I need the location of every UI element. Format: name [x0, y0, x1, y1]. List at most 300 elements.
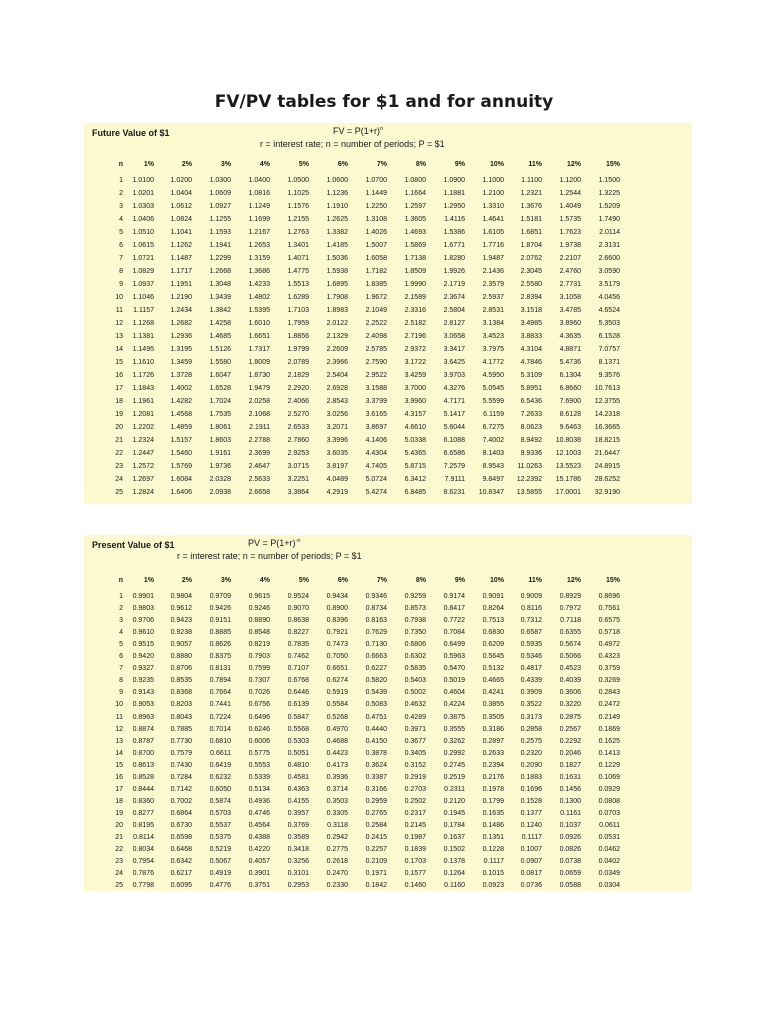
table-cell: 0.6302 — [404, 653, 426, 661]
table-cell: 1.6528 — [209, 385, 231, 392]
table-cell: 3.1588 — [365, 385, 387, 392]
table-cell: 0.0736 — [520, 882, 542, 890]
table-cell: 1.3459 — [170, 359, 192, 366]
table-cell: 1.5735 — [559, 216, 581, 223]
column-header: 1% — [143, 161, 154, 168]
table-cell: 1.6406 — [170, 489, 192, 496]
column-header: 9% — [454, 161, 465, 168]
table-cell: 0.8043 — [170, 713, 192, 721]
table-cell: 3.4523 — [482, 333, 504, 340]
column-header: 4% — [259, 577, 270, 584]
row-period: 12 — [115, 320, 123, 327]
table-cell: 0.4039 — [559, 677, 581, 685]
table-cell: 0.3875 — [443, 713, 465, 721]
table-cell: 0.2858 — [520, 725, 542, 733]
table-cell: 0.2394 — [482, 761, 504, 769]
column-header: 2% — [181, 577, 192, 584]
table-cell: 0.7798 — [132, 882, 154, 890]
table-note: r = interest rate; n = number of periods; P = $1 — [177, 551, 362, 561]
row-period: 1 — [119, 177, 123, 184]
table-cell: 0.5375 — [209, 834, 231, 841]
table-cell: 5.3109 — [520, 372, 542, 379]
table-cell: 8.6128 — [559, 411, 581, 418]
table-cell: 0.6575 — [598, 617, 620, 625]
table-cell: 0.3751 — [248, 882, 270, 890]
table-cell: 0.6227 — [365, 665, 387, 673]
table-cell: 3.6035 — [326, 450, 348, 457]
column-header: 6% — [337, 577, 348, 584]
row-period: 20 — [115, 821, 123, 829]
table-cell: 0.3589 — [287, 834, 309, 841]
table-cell: 1.3382 — [326, 229, 348, 236]
table-cell: 1.5036 — [326, 255, 348, 262]
table-cell: 1.0829 — [132, 268, 154, 275]
table-cell: 0.2775 — [326, 846, 348, 854]
table-cell: 0.2584 — [365, 821, 387, 829]
table-cell: 0.8787 — [132, 737, 154, 745]
row-period: 13 — [115, 737, 123, 745]
table-cell: 1.1100 — [521, 177, 542, 184]
table-cell: 2.4760 — [559, 268, 581, 275]
table-cell: 5.0338 — [404, 437, 426, 444]
table-cell: 0.1015 — [482, 870, 504, 878]
table-cell: 10.8038 — [555, 437, 581, 444]
table-cell: 6.1304 — [559, 372, 581, 379]
row-period: 15 — [115, 359, 123, 366]
table-cell: 2.1049 — [365, 307, 387, 314]
table-cell: 0.8114 — [133, 834, 154, 841]
table-cell: 0.5346 — [520, 653, 542, 661]
table-cell: 1.3842 — [209, 307, 231, 314]
table-cell: 0.6355 — [559, 629, 581, 637]
table-cell: 0.3522 — [520, 701, 542, 709]
table-cell: 28.6252 — [594, 476, 620, 483]
table-cell: 0.1577 — [404, 870, 426, 878]
table-cell: 0.9346 — [365, 593, 387, 600]
table-cell: 0.9901 — [132, 593, 154, 600]
table-cell: 0.4323 — [598, 653, 620, 661]
table-cell: 2.4098 — [365, 333, 387, 340]
table-cell: 0.5439 — [365, 689, 387, 697]
table-cell: 0.1007 — [520, 846, 542, 854]
table-cell: 0.4751 — [365, 713, 387, 721]
table-cell: 0.3677 — [404, 737, 426, 745]
table-cell: 1.7317 — [248, 346, 270, 353]
table-cell: 0.3855 — [482, 701, 504, 709]
column-header: 15% — [605, 577, 620, 584]
table-cell: 0.5568 — [287, 725, 309, 733]
table-cell: 0.6468 — [170, 846, 192, 854]
table-header — [84, 535, 692, 568]
table-cell: 1.0900 — [443, 177, 465, 184]
table-cell: 1.6058 — [365, 255, 387, 262]
table-cell: 2.5785 — [365, 346, 387, 353]
table-cell: 1.2081 — [132, 411, 154, 418]
table-cell: 1.8009 — [248, 359, 270, 366]
row-period: 1 — [119, 593, 123, 600]
table-cell: 1.0600 — [326, 177, 348, 184]
row-period: 19 — [115, 411, 123, 418]
table-cell: 9.9336 — [520, 450, 542, 457]
table-cell: 0.3418 — [287, 846, 309, 854]
table-cell: 7.4002 — [482, 437, 504, 444]
table-cell: 7.0757 — [598, 346, 620, 353]
row-period: 24 — [115, 870, 123, 878]
table-cell: 0.3256 — [287, 858, 309, 866]
table-cell: 0.6587 — [520, 629, 542, 637]
table-cell: 0.4523 — [559, 665, 581, 673]
present-value-table — [84, 535, 692, 891]
row-period: 6 — [119, 653, 123, 661]
table-cell: 24.8915 — [594, 463, 620, 470]
table-cell: 0.5963 — [443, 653, 465, 661]
table-cell: 0.4632 — [404, 701, 426, 709]
table-cell: 6.7275 — [482, 424, 504, 431]
table-cell: 8.9543 — [482, 463, 504, 470]
table-cell: 0.4173 — [326, 761, 348, 769]
table-cell: 2.5633 — [248, 476, 270, 483]
table-cell: 0.3714 — [326, 785, 348, 793]
table-cell: 2.8543 — [326, 398, 348, 405]
table-cell: 5.1417 — [443, 411, 465, 418]
table-cell: 0.5067 — [209, 858, 231, 866]
row-period: 10 — [115, 294, 123, 301]
table-cell: 0.1069 — [598, 773, 620, 781]
row-period: 16 — [115, 372, 123, 379]
table-cell: 6.8485 — [404, 489, 426, 496]
table-cell: 0.0611 — [599, 821, 620, 829]
table-cell: 5.8715 — [404, 463, 426, 470]
table-cell: 0.2959 — [365, 797, 387, 805]
table-cell: 3.7975 — [482, 346, 504, 353]
table-cell: 10.8347 — [478, 489, 504, 496]
table-cell: 1.1262 — [170, 242, 192, 249]
table-cell: 1.4185 — [326, 242, 348, 249]
table-cell: 1.0303 — [132, 203, 154, 210]
row-period: 16 — [115, 773, 123, 781]
table-cell: 1.3728 — [170, 372, 192, 379]
table-cell: 0.2953 — [287, 882, 309, 890]
table-cell: 0.8368 — [170, 689, 192, 697]
table-cell: 9.8497 — [482, 476, 504, 483]
table-cell: 0.5874 — [209, 797, 231, 805]
table-cell: 0.1378 — [443, 858, 465, 866]
table-cell: 5.4365 — [404, 450, 426, 457]
table-cell: 0.8528 — [132, 773, 154, 781]
table-cell: 1.2572 — [132, 463, 154, 470]
table-cell: 1.1157 — [133, 307, 154, 314]
row-period: 4 — [119, 216, 123, 223]
row-period: 5 — [119, 229, 123, 236]
table-cell: 0.6496 — [248, 713, 270, 721]
table-cell: 0.6611 — [210, 749, 231, 757]
table-cell: 0.1300 — [559, 797, 581, 805]
table-cell: 3.7000 — [404, 385, 426, 392]
table-cell: 1.3686 — [248, 268, 270, 275]
table-cell: 12.2392 — [516, 476, 542, 483]
table-cell: 4.8871 — [559, 346, 581, 353]
table-cell: 1.5869 — [404, 242, 426, 249]
table-cell: 0.0531 — [598, 834, 620, 841]
column-header: 6% — [337, 161, 348, 168]
table-cell: 1.1000 — [482, 177, 504, 184]
table-cell: 1.3439 — [209, 294, 231, 301]
table-cell: 0.4817 — [520, 665, 542, 673]
table-cell: 0.1945 — [443, 809, 465, 817]
table-cell: 9.6463 — [559, 424, 581, 431]
table-cell: 1.7138 — [404, 255, 426, 262]
table-cell: 0.1784 — [443, 821, 465, 829]
table-cell: 1.2763 — [287, 229, 309, 236]
table-cell: 17.0001 — [555, 489, 581, 496]
table-cell: 0.7430 — [170, 761, 192, 769]
table-cell: 3.3799 — [365, 398, 387, 405]
table-cell: 0.9420 — [132, 653, 154, 661]
table-cell: 1.2625 — [326, 216, 348, 223]
column-header: 11% — [528, 161, 542, 168]
table-cell: 3.0590 — [598, 268, 620, 275]
table-cell: 1.4802 — [248, 294, 270, 301]
table-cell: 0.0703 — [598, 809, 620, 817]
table-cell: 0.2897 — [482, 737, 504, 745]
row-period: 10 — [115, 701, 123, 709]
table-cell: 1.6105 — [482, 229, 504, 236]
table-cell: 2.5404 — [326, 372, 348, 379]
table-cell: 2.7731 — [559, 281, 581, 288]
table-cell: 0.9423 — [170, 617, 192, 625]
table-cell: 1.9738 — [559, 242, 581, 249]
table-cell: 2.2522 — [365, 320, 387, 327]
table-cell: 8.0623 — [520, 424, 542, 431]
table-cell: 0.1456 — [559, 785, 581, 793]
table-cell: 1.3048 — [209, 281, 231, 288]
table-cell: 4.7405 — [365, 463, 387, 470]
table-cell: 7.2579 — [443, 463, 465, 470]
table-cell: 0.8264 — [482, 605, 504, 613]
table-cell: 3.8833 — [520, 333, 542, 340]
column-header: 12% — [566, 577, 581, 584]
table-cell: 1.4049 — [559, 203, 581, 210]
table-cell: 0.4604 — [443, 689, 465, 697]
table-cell: 0.1240 — [520, 821, 542, 829]
table-cell: 3.4785 — [559, 307, 581, 314]
row-period: 3 — [119, 617, 123, 625]
table-cell: 0.6095 — [170, 882, 192, 890]
table-cell: 0.4423 — [326, 749, 348, 757]
table-cell: 0.5645 — [482, 653, 504, 661]
table-cell: 0.1635 — [482, 809, 504, 817]
table-cell: 1.4282 — [170, 398, 192, 405]
table-cell: 2.1068 — [248, 411, 270, 418]
table-cell: 1.5126 — [209, 346, 231, 353]
table-cell: 1.6010 — [248, 320, 270, 327]
table-cell: 0.1117 — [521, 834, 542, 841]
table-cell: 4.2919 — [326, 489, 348, 496]
table-cell: 2.4647 — [248, 463, 270, 470]
table-cell: 1.1200 — [559, 177, 581, 184]
table-cell: 0.7118 — [560, 617, 581, 625]
table-cell: 4.1406 — [365, 437, 387, 444]
table-cell: 0.8219 — [248, 641, 270, 649]
table-cell: 1.2936 — [170, 333, 192, 340]
table-cell: 1.2544 — [559, 190, 581, 197]
row-period: 9 — [119, 281, 123, 288]
table-cell: 0.1637 — [443, 834, 465, 841]
table-cell: 0.4776 — [209, 882, 231, 890]
table-cell: 0.6050 — [209, 785, 231, 793]
table-cell: 2.9253 — [287, 450, 309, 457]
table-cell: 1.1576 — [287, 203, 309, 210]
table-cell: 1.2324 — [132, 437, 154, 444]
table-cell: 1.1381 — [132, 333, 154, 340]
table-cell: 0.8700 — [132, 749, 154, 757]
table-cell: 1.2434 — [170, 307, 192, 314]
table-cell: 2.8394 — [520, 294, 542, 301]
table-cell: 0.6499 — [443, 641, 465, 649]
table-cell: 0.6139 — [287, 701, 309, 709]
table-cell: 1.2190 — [170, 294, 192, 301]
table-cell: 1.2597 — [404, 203, 426, 210]
table-cell: 0.1842 — [365, 882, 387, 890]
table-cell: 1.9990 — [404, 281, 426, 288]
table-cell: 0.7462 — [287, 653, 309, 661]
table-cell: 2.8127 — [443, 320, 465, 327]
table-cell: 0.3901 — [248, 870, 270, 878]
table-cell: 1.9926 — [443, 268, 465, 275]
table-header — [84, 123, 692, 156]
table-cell: 2.6658 — [248, 489, 270, 496]
column-header: 15% — [605, 161, 620, 168]
table-cell: 0.7938 — [404, 617, 426, 625]
column-header: 2% — [181, 161, 192, 168]
table-cell: 9.3576 — [598, 372, 620, 379]
table-cell: 0.9612 — [170, 605, 192, 613]
row-period: 5 — [119, 641, 123, 649]
table-cell: 0.3305 — [326, 809, 348, 817]
table-cell: 1.5157 — [170, 437, 192, 444]
table-cell: 0.3555 — [443, 725, 465, 733]
table-cell: 0.6419 — [209, 761, 231, 769]
table-cell: 1.2950 — [443, 203, 465, 210]
table-cell: 1.7535 — [209, 411, 231, 418]
table-cell: 2.4066 — [287, 398, 309, 405]
table-cell: 0.9246 — [248, 605, 270, 613]
table-cell: 0.1883 — [520, 773, 542, 781]
table-cell: 1.9487 — [482, 255, 504, 262]
table-cell: 8.1403 — [482, 450, 504, 457]
table-cell: 0.7014 — [209, 725, 231, 733]
table-cell: 3.4985 — [520, 320, 542, 327]
table-cell: 0.2633 — [482, 749, 504, 757]
row-period: 4 — [119, 629, 123, 637]
row-period: 8 — [119, 268, 123, 275]
table-cell: 0.1703 — [404, 858, 426, 866]
table-cell: 0.7835 — [287, 641, 309, 649]
table-cell: 2.1436 — [482, 268, 504, 275]
table-cell: 2.2609 — [326, 346, 348, 353]
table-cell: 3.9960 — [404, 398, 426, 405]
table-cell: 0.9709 — [209, 593, 231, 600]
row-period: 13 — [115, 333, 123, 340]
row-period: 6 — [119, 242, 123, 249]
table-cell: 1.1941 — [209, 242, 231, 249]
table-cell: 0.5066 — [559, 653, 581, 661]
table-cell: 0.9143 — [132, 689, 154, 697]
table-cell: 1.8385 — [365, 281, 387, 288]
table-cell: 1.4568 — [170, 411, 192, 418]
table-cell: 0.4564 — [248, 821, 270, 829]
table-cell: 0.7903 — [248, 653, 270, 661]
table-cell: 0.1799 — [482, 797, 504, 805]
table-cell: 0.3173 — [520, 713, 542, 721]
future-value-table — [84, 123, 692, 504]
table-cell: 1.1487 — [170, 255, 192, 262]
table-cell: 3.2071 — [326, 424, 348, 431]
table-cell: 0.2330 — [326, 882, 348, 890]
table-cell: 0.4241 — [482, 689, 504, 697]
table-cell: 1.9799 — [287, 346, 309, 353]
table-cell: 2.0789 — [287, 359, 309, 366]
table-cell: 0.2575 — [520, 737, 542, 745]
table-cell: 0.5134 — [248, 785, 270, 793]
table-cell: 0.2176 — [482, 773, 504, 781]
table-cell: 0.9615 — [248, 593, 270, 600]
table-cell: 0.0462 — [598, 846, 620, 854]
formula — [248, 538, 300, 548]
table-cell: 1.1236 — [326, 190, 348, 197]
table-cell: 0.6864 — [170, 809, 192, 817]
table-cell: 4.0489 — [326, 476, 348, 483]
table-cell: 0.5083 — [365, 701, 387, 709]
formula-exponent: -n — [295, 538, 301, 544]
table-cell: 0.1978 — [482, 785, 504, 793]
column-header: 4% — [259, 161, 270, 168]
table-cell: 0.4972 — [598, 641, 620, 649]
table-cell: 2.0258 — [248, 398, 270, 405]
table-cell: 0.8885 — [209, 629, 231, 637]
table-cell: 3.3864 — [287, 489, 309, 496]
table-cell: 0.8360 — [132, 797, 154, 805]
table-cell: 15.1786 — [555, 476, 581, 483]
table-cell: 2.1329 — [326, 333, 348, 340]
table-cell: 0.8444 — [132, 785, 154, 793]
table-cell: 4.0456 — [598, 294, 620, 301]
table-cell: 0.6446 — [287, 689, 309, 697]
table-cell: 0.8880 — [170, 653, 192, 661]
table-cell: 1.4071 — [287, 255, 309, 262]
table-cell: 1.1910 — [326, 203, 348, 210]
table-cell: 0.0402 — [598, 858, 620, 866]
table-cell: 0.2875 — [559, 713, 581, 721]
formula — [333, 126, 383, 136]
table-cell: 2.2920 — [287, 385, 309, 392]
table-cell: 1.8061 — [209, 424, 231, 431]
table-cell: 32.9190 — [594, 489, 620, 496]
table-cell: 0.8034 — [132, 846, 154, 854]
table-cell: 0.5339 — [248, 773, 270, 781]
table-cell: 1.0510 — [132, 229, 154, 236]
table-cell: 0.0929 — [598, 785, 620, 793]
table-cell: 0.6217 — [170, 870, 192, 878]
table-cell: 0.6274 — [326, 677, 348, 685]
table-cell: 1.9672 — [365, 294, 387, 301]
table-cell: 0.9053 — [132, 701, 154, 709]
table-cell: 18.8215 — [594, 437, 620, 444]
table-cell: 0.6598 — [170, 834, 192, 841]
table-cell: 0.8195 — [132, 821, 154, 829]
table-cell: 0.7050 — [326, 653, 348, 661]
table-cell: 7.9111 — [444, 476, 465, 483]
